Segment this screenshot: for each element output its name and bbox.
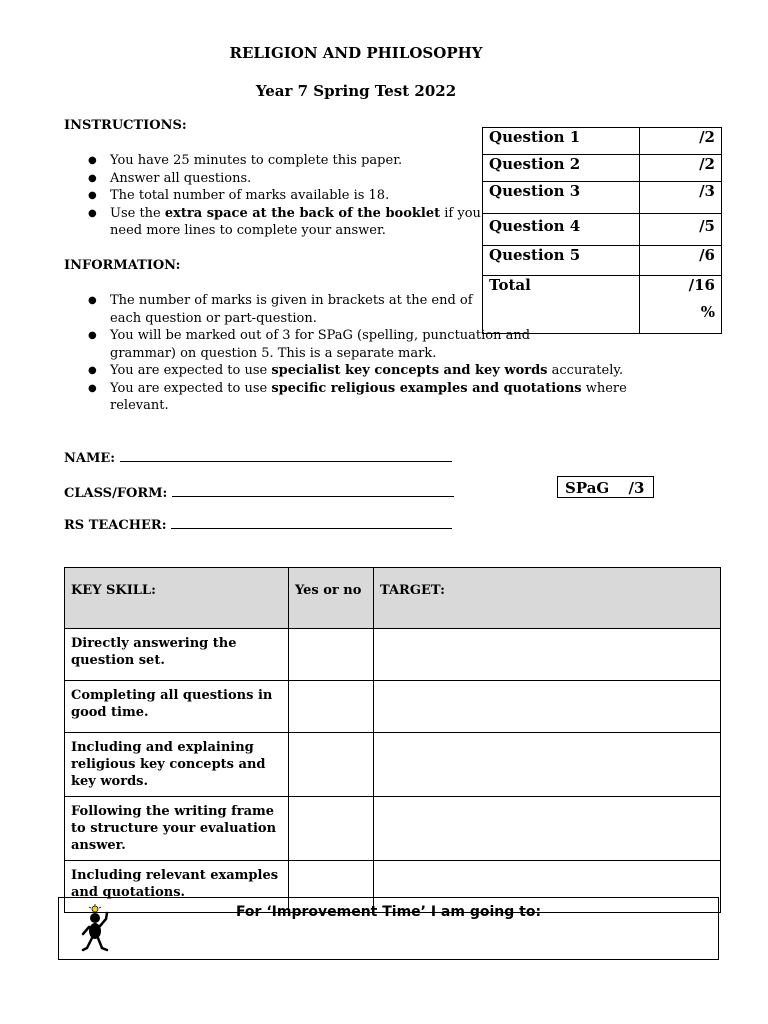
table-row [483, 276, 722, 334]
name-field[interactable] [64, 449, 452, 466]
question-label: Question 3 [483, 182, 640, 214]
instructions-list [64, 152, 484, 240]
table-row [483, 246, 722, 276]
total-label: Total [483, 276, 640, 334]
yes-no-cell[interactable] [289, 629, 374, 681]
table-row [483, 182, 722, 214]
improvement-box[interactable] [58, 897, 719, 960]
instructions-heading: INSTRUCTIONS: [64, 118, 187, 133]
target-cell[interactable] [374, 797, 721, 861]
question-label: Question 1 [483, 128, 640, 155]
yes-no-cell[interactable] [289, 733, 374, 797]
header-key-skill: KEY SKILL: [65, 568, 289, 629]
skill-cell: Including and explaining religious key concepts and key words. [65, 733, 289, 797]
list-item: ● You will be marked out of 3 for SPaG (spelling, punctuation and grammar) on question 5. This is a separate mark. [64, 327, 570, 362]
header-yes-or-no: Yes or no [289, 568, 374, 629]
rs-teacher-label: RS TEACHER: [64, 518, 167, 533]
table-row [65, 629, 721, 681]
name-label: NAME: [64, 451, 116, 466]
total-value: /16 [688, 276, 715, 294]
question-marks[interactable]: /2 [640, 128, 722, 155]
skill-cell: Following the writing frame to structure your evaluation answer. [65, 797, 289, 861]
question-label: Question 5 [483, 246, 640, 276]
list-item: ● You are expected to use specific religious examples and quotations where relevant. [64, 380, 644, 415]
table-row [65, 681, 721, 733]
question-marks[interactable]: /5 [640, 214, 722, 246]
table-header-row [65, 568, 721, 629]
list-item: ● Use the extra space at the back of the booklet if you need more lines to complete your answer. [64, 205, 484, 240]
target-cell[interactable] [374, 681, 721, 733]
question-marks[interactable]: /2 [640, 155, 722, 182]
table-row [65, 733, 721, 797]
question-marks[interactable]: /3 [640, 182, 722, 214]
list-item: ● Answer all questions. [64, 170, 484, 188]
document-title: RELIGION AND PHILOSOPHY [229, 44, 483, 62]
rs-teacher-field[interactable] [64, 516, 452, 533]
list-item: ● You have 25 minutes to complete this paper. [64, 152, 484, 170]
list-item: ● The total number of marks available is 18. [64, 187, 484, 205]
percent-sign: % [700, 303, 715, 321]
marks-table [482, 127, 722, 334]
question-label: Question 4 [483, 214, 640, 246]
improvement-prompt: For ‘Improvement Time’ I am going to: [235, 904, 542, 920]
class-form-label: CLASS/FORM: [64, 486, 168, 501]
skill-cell: Completing all questions in good time. [65, 681, 289, 733]
question-marks[interactable]: /6 [640, 246, 722, 276]
list-item: ● The number of marks is given in brackets at the end of each question or part-question. [64, 292, 500, 327]
table-row [483, 155, 722, 182]
document-subtitle: Year 7 Spring Test 2022 [255, 82, 457, 100]
skill-cell: Directly answering the question set. [65, 629, 289, 681]
key-skills-table [64, 567, 721, 913]
skill-cell: Including relevant examples and quotations. [65, 861, 289, 913]
spag-label: SPaG [565, 479, 610, 497]
table-row [65, 797, 721, 861]
table-row [483, 128, 722, 155]
question-label: Question 2 [483, 155, 640, 182]
table-row [483, 214, 722, 246]
name-line[interactable] [120, 449, 452, 462]
spag-value: /3 [628, 479, 645, 497]
rs-teacher-line[interactable] [171, 516, 452, 529]
spag-box[interactable] [557, 476, 654, 498]
yes-no-cell[interactable] [289, 681, 374, 733]
class-form-line[interactable] [172, 484, 454, 497]
target-cell[interactable] [374, 733, 721, 797]
header-target: TARGET: [374, 568, 721, 629]
list-item: ● You are expected to use specialist key concepts and key words accurately. [64, 362, 644, 380]
information-heading: INFORMATION: [64, 258, 181, 273]
total-marks[interactable] [640, 276, 722, 334]
target-cell[interactable] [374, 629, 721, 681]
class-form-field[interactable] [64, 484, 454, 501]
yes-no-cell[interactable] [289, 797, 374, 861]
